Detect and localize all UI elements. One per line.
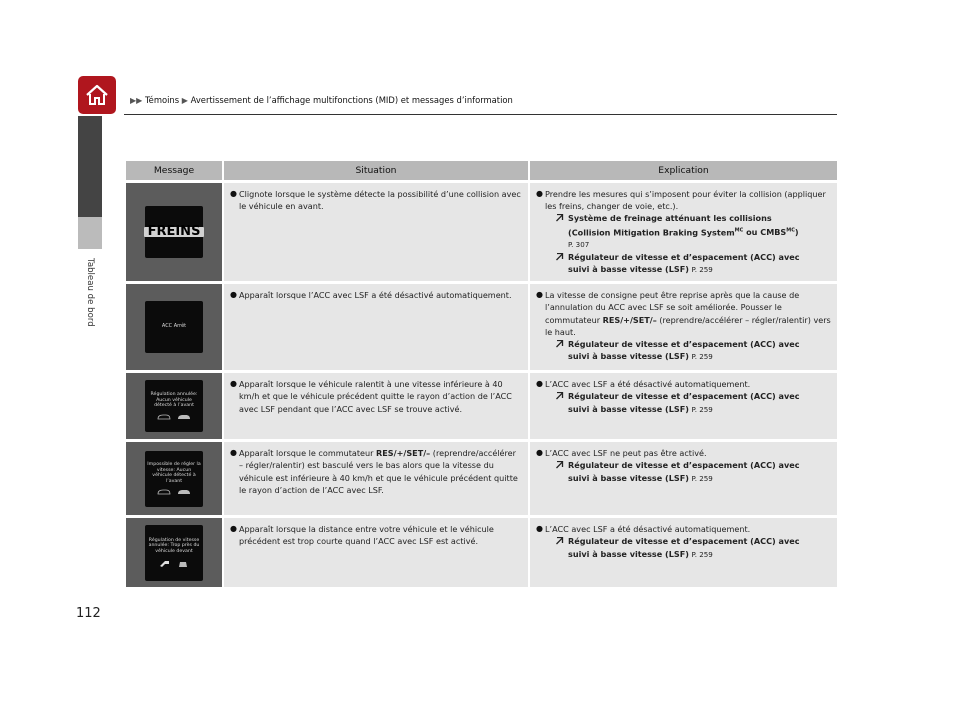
header-rule: [124, 114, 837, 115]
mid-screen: [145, 206, 203, 258]
reference-page: P. 259: [691, 473, 713, 483]
home-button[interactable]: [78, 76, 116, 114]
explication-cell: ● La vitesse de consigne peut être reprise après que la cause de l’annulation du ACC avec LSF se soit améliorée. Pousser le commutateur RES/+/SET/– (reprendre/accélérer – régler/ralentir) vers le haut. Régulateur de vitesse et d’espacement (ACC) avec suivi à basse vitesse (LSF) P. 259: [528, 284, 837, 370]
situation-cell: ● Apparaît lorsque le commutateur RES/+/SET/– (reprendre/accélérer – régler/ralentir) est basculé vers le bas alors que la vitesse du véhicule est inférieure à 40 km/h et que le véhicule précédent quitte le rayon d’action de l’ACC avec LSF.: [222, 442, 528, 515]
mid-screen: [145, 380, 203, 432]
situation-text: Apparaît lorsque la distance entre votre véhicule et le véhicule précédent est trop courte quand l’ACC avec LSF est activé.: [239, 524, 494, 547]
side-tab-dark: [78, 116, 102, 217]
explication-cell: ● Prendre les mesures qui s’imposent pour éviter la collision (appliquer les freins, changer de voie, etc.). Système de freinage atténuant les collisions (Collision Mitigation Braking System$^{MC}$ ou $CMBS^{MC}$) P. 307 Régulateur de vitesse et d’espacement (ACC) avec suivi à basse vitesse (LSF) P. 259: [528, 183, 837, 281]
reference-arrow-icon: [556, 461, 564, 469]
explication-cell: ● L’ACC avec LSF ne peut pas être activé. Régulateur de vitesse et d’espacement (ACC) avec suivi à basse vitesse (LSF) P. 259: [528, 442, 837, 515]
explication-text: L’ACC avec LSF a été désactivé automatiquement.: [545, 524, 751, 535]
reference-link[interactable]: Régulateur de vitesse et d’espacement (ACC) avec suivi à basse vitesse (LSF) P. 259: [536, 251, 831, 276]
mid-screen: [145, 301, 203, 353]
message-cell: [126, 442, 222, 515]
reference-link[interactable]: Régulateur de vitesse et d’espacement (ACC) avec suivi à basse vitesse (LSF) P. 259: [536, 390, 831, 415]
situation-cell: ● Apparaît lorsque l’ACC avec LSF a été désactivé automatiquement.: [222, 284, 528, 370]
column-header-situation: Situation: [222, 161, 528, 180]
mid-screen: [145, 525, 203, 581]
reference-page: P. 259: [691, 352, 713, 362]
column-header-explication: Explication: [528, 161, 837, 180]
breadcrumb-item-temoins[interactable]: Témoins: [144, 95, 180, 105]
breadcrumb-arrow-icon: ▶▶: [130, 96, 143, 105]
explication-cell: ● L’ACC avec LSF a été désactivé automatiquement. Régulateur de vitesse et d’espacement (ACC) avec suivi à basse vitesse (LSF) P. 259: [528, 373, 837, 439]
vehicle-icon: [177, 413, 191, 420]
breadcrumb-arrow-icon: ▶: [181, 96, 188, 105]
situation-cell: ● Apparaît lorsque le véhicule ralentit à une vitesse inférieure à 40 km/h et que le véhicule précédent quitte le rayon d’action de l’ACC avec LSF pendant que l’ACC avec LSF se trouve activé.: [222, 373, 528, 439]
table-header-row: [126, 161, 837, 180]
message-cell: [126, 373, 222, 439]
reference-link[interactable]: Régulateur de vitesse et d’espacement (ACC) avec suivi à basse vitesse (LSF) P. 259: [536, 338, 831, 363]
column-header-message: Message: [126, 161, 222, 180]
message-table: [126, 158, 837, 590]
reference-arrow-icon: [556, 340, 564, 348]
explication-cell: ● L’ACC avec LSF a été désactivé automatiquement. Régulateur de vitesse et d’espacement (ACC) avec suivi à basse vitesse (LSF) P. 259: [528, 518, 837, 587]
side-tab-light: [78, 217, 102, 249]
explication-text: L’ACC avec LSF a été désactivé automatiquement.: [545, 379, 751, 390]
side-section-label: Tableau de bord: [85, 258, 95, 327]
reference-page: P. 259: [691, 264, 713, 274]
mid-screen-text: FREINS: [144, 227, 205, 237]
mid-screen-vehicle-icons: [157, 488, 191, 495]
explication-text: L’ACC avec LSF ne peut pas être activé.: [545, 448, 707, 459]
situation-text: Apparaît lorsque l’ACC avec LSF a été désactivé automatiquement.: [239, 290, 512, 301]
explication-text: La vitesse de consigne peut être reprise après que la cause de l’annulation du ACC avec LSF se soit améliorée. Pousser le commutateur RES/+/SET/– (reprendre/accélérer – régler/ralentir) vers le haut.: [545, 290, 831, 337]
mid-screen-text: Régulation de vitesse annulée: Trop près du véhicule devant: [148, 537, 200, 554]
reference-page: P. 259: [691, 549, 713, 559]
message-cell: [126, 518, 222, 587]
message-cell: [126, 183, 222, 281]
table-row: [126, 442, 837, 515]
reference-page: P. 259: [691, 404, 713, 414]
brake-pedal-icon: [159, 559, 171, 568]
control-name: RES/+/SET/–: [376, 448, 431, 459]
table-row: [126, 183, 837, 281]
mid-screen-text: Régulation annulée: Aucun véhicule détecté à l’avant: [150, 392, 198, 409]
reference-page: P. 307: [568, 239, 590, 249]
situation-cell: ● Clignote lorsque le système détecte la possibilité d’une collision avec le véhicule en avant.: [222, 183, 528, 281]
situation-text: Apparaît lorsque le véhicule ralentit à une vitesse inférieure à 40 km/h et que le véhicule précédent quitte le rayon d’action de l’ACC avec LSF pendant que l’ACC avec LSF se trouve activé.: [239, 379, 512, 414]
explication-text: Prendre les mesures qui s’imposent pour éviter la collision (appliquer les freins, changer de voie, etc.).: [545, 189, 826, 212]
vehicle-rear-icon: [177, 559, 189, 568]
reference-link[interactable]: Système de freinage atténuant les collisions (Collision Mitigation Braking System$^{MC}$ ou $CMBS^{MC}$) P. 307: [536, 212, 831, 250]
vehicle-icon: [177, 488, 191, 495]
reference-arrow-icon: [556, 214, 564, 222]
mid-screen-text: ACC Arrêt: [161, 323, 187, 330]
vehicle-outline-icon: [157, 413, 171, 420]
situation-text: Clignote lorsque le système détecte la possibilité d’une collision avec le véhicule en avant.: [239, 189, 521, 212]
breadcrumb: [130, 95, 513, 105]
page-number: 112: [76, 606, 101, 621]
reference-arrow-icon: [556, 392, 564, 400]
mid-screen-text: Impossible de régler la vitesse: Aucun véhicule détecté à l’avant: [147, 461, 201, 484]
message-cell: [126, 284, 222, 370]
reference-link[interactable]: Régulateur de vitesse et d’espacement (ACC) avec suivi à basse vitesse (LSF) P. 259: [536, 535, 831, 560]
table-row: [126, 284, 837, 370]
reference-arrow-icon: [556, 253, 564, 261]
mid-screen: [145, 451, 203, 507]
situation-cell: ● Apparaît lorsque la distance entre votre véhicule et le véhicule précédent est trop courte quand l’ACC avec LSF est activé.: [222, 518, 528, 587]
breadcrumb-item-current: Avertissement de l’affichage multifonctions (MID) et messages d’information: [190, 95, 513, 105]
table-row: [126, 373, 837, 439]
mid-screen-vehicle-icons: [157, 413, 191, 420]
reference-link[interactable]: Régulateur de vitesse et d’espacement (ACC) avec suivi à basse vitesse (LSF) P. 259: [536, 459, 831, 484]
vehicle-outline-icon: [157, 488, 171, 495]
reference-arrow-icon: [556, 537, 564, 545]
home-icon: [84, 82, 110, 108]
table-row: [126, 518, 837, 587]
control-name: RES/+/SET/–: [602, 314, 657, 325]
situation-text: Apparaît lorsque le commutateur RES/+/SET/– (reprendre/accélérer – régler/ralentir) est basculé vers le bas alors que la vitesse du véhicule est inférieure à 40 km/h et que le véhicule précédent quitte le rayon d’action de l’ACC avec LSF.: [239, 448, 518, 495]
mid-screen-vehicle-icons: [159, 559, 189, 568]
